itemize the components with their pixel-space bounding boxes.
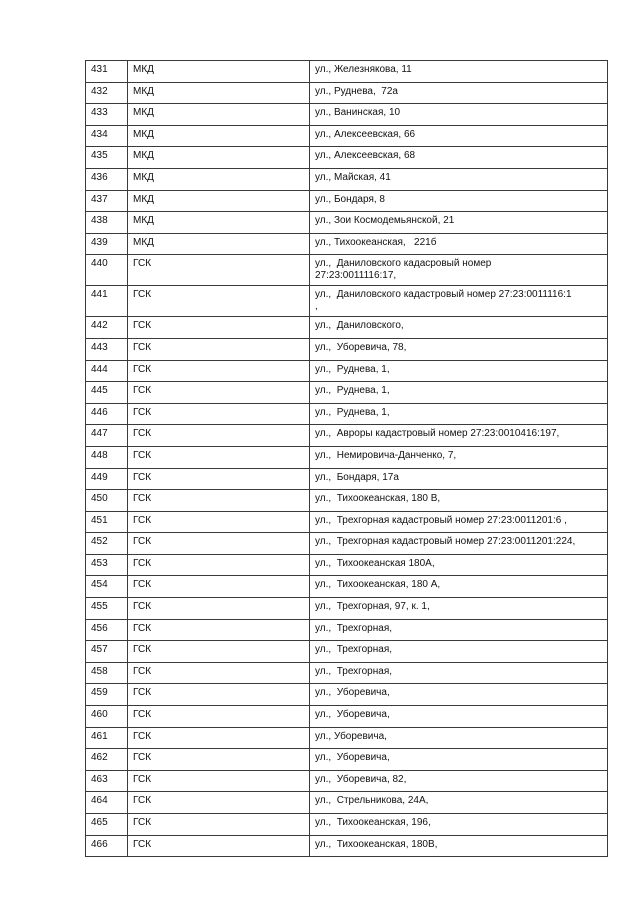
table-row <box>86 212 608 234</box>
address-cell: ул., Майская, 41 <box>310 168 608 190</box>
object-type-cell: ГСК <box>128 317 310 339</box>
object-type-cell: ГСК <box>128 598 310 620</box>
table-row <box>86 706 608 728</box>
object-type-cell: МКД <box>128 147 310 169</box>
object-type-cell: ГСК <box>128 619 310 641</box>
address-cell: ул., Тихоокеанская, 180 А, <box>310 576 608 598</box>
object-type-cell: ГСК <box>128 425 310 447</box>
table-row <box>86 554 608 576</box>
object-type-cell: ГСК <box>128 338 310 360</box>
table-row <box>86 382 608 404</box>
table-row <box>86 317 608 339</box>
object-type-cell: МКД <box>128 190 310 212</box>
object-type-cell: ГСК <box>128 576 310 598</box>
row-number-cell: 463 <box>86 770 128 792</box>
object-type-cell: ГСК <box>128 533 310 555</box>
table-row <box>86 425 608 447</box>
address-cell: ул., Руднева, 72а <box>310 82 608 104</box>
row-number-cell: 431 <box>86 61 128 83</box>
address-cell: ул., Руднева, 1, <box>310 360 608 382</box>
table-row <box>86 511 608 533</box>
object-type-cell: ГСК <box>128 835 310 857</box>
address-cell: ул., Руднева, 1, <box>310 403 608 425</box>
row-number-cell: 466 <box>86 835 128 857</box>
address-cell: ул., Авроры кадастровый номер 27:23:0010416:197, <box>310 425 608 447</box>
registry-table <box>85 60 608 857</box>
address-cell: ул., Трехгорная кадастровый номер 27:23:0011201:224, <box>310 533 608 555</box>
row-number-cell: 464 <box>86 792 128 814</box>
object-type-cell: ГСК <box>128 792 310 814</box>
address-cell: ул., Трехгорная, <box>310 641 608 663</box>
table-row <box>86 814 608 836</box>
object-type-cell: ГСК <box>128 446 310 468</box>
table-row <box>86 286 608 317</box>
table-row <box>86 770 608 792</box>
row-number-cell: 454 <box>86 576 128 598</box>
row-number-cell: 433 <box>86 104 128 126</box>
object-type-cell: ГСК <box>128 641 310 663</box>
object-type-cell: ГСК <box>128 286 310 317</box>
row-number-cell: 441 <box>86 286 128 317</box>
address-cell: ул., Уборевича, <box>310 706 608 728</box>
address-cell: ул., Даниловского кадасровый номер 27:23:0011116:17, <box>310 255 608 286</box>
row-number-cell: 444 <box>86 360 128 382</box>
row-number-cell: 451 <box>86 511 128 533</box>
object-type-cell: ГСК <box>128 749 310 771</box>
table-row <box>86 641 608 663</box>
row-number-cell: 462 <box>86 749 128 771</box>
object-type-cell: ГСК <box>128 770 310 792</box>
address-cell: ул., Тихоокеанская, 180 В, <box>310 490 608 512</box>
row-number-cell: 456 <box>86 619 128 641</box>
row-number-cell: 460 <box>86 706 128 728</box>
address-cell: ул., Трехгорная, <box>310 662 608 684</box>
address-cell: ул., Стрельникова, 24А, <box>310 792 608 814</box>
address-cell: ул., Уборевича, <box>310 749 608 771</box>
row-number-cell: 455 <box>86 598 128 620</box>
row-number-cell: 457 <box>86 641 128 663</box>
address-cell: ул., Бондаря, 8 <box>310 190 608 212</box>
address-cell: ул., Даниловского, <box>310 317 608 339</box>
object-type-cell: ГСК <box>128 814 310 836</box>
row-number-cell: 432 <box>86 82 128 104</box>
address-cell: ул., Железнякова, 11 <box>310 61 608 83</box>
table-row <box>86 490 608 512</box>
object-type-cell: ГСК <box>128 684 310 706</box>
table-row <box>86 576 608 598</box>
address-cell: ул., Тихоокеанская, 180В, <box>310 835 608 857</box>
row-number-cell: 447 <box>86 425 128 447</box>
table-row <box>86 749 608 771</box>
object-type-cell: ГСК <box>128 360 310 382</box>
table-row <box>86 147 608 169</box>
object-type-cell: ГСК <box>128 727 310 749</box>
object-type-cell: МКД <box>128 61 310 83</box>
address-cell: ул., Алексеевская, 68 <box>310 147 608 169</box>
table-row <box>86 403 608 425</box>
row-number-cell: 443 <box>86 338 128 360</box>
address-cell: ул., Бондаря, 17а <box>310 468 608 490</box>
object-type-cell: МКД <box>128 168 310 190</box>
address-cell: ул., Ванинская, 10 <box>310 104 608 126</box>
table-row <box>86 662 608 684</box>
row-number-cell: 450 <box>86 490 128 512</box>
address-cell: ул., Зои Космодемьянской, 21 <box>310 212 608 234</box>
object-type-cell: ГСК <box>128 511 310 533</box>
address-cell: ул., Тихоокеанская, 221б <box>310 233 608 255</box>
object-type-cell: ГСК <box>128 468 310 490</box>
address-cell: ул., Тихоокеанская 180А, <box>310 554 608 576</box>
row-number-cell: 449 <box>86 468 128 490</box>
row-number-cell: 439 <box>86 233 128 255</box>
row-number-cell: 434 <box>86 125 128 147</box>
table-row <box>86 684 608 706</box>
table-row <box>86 233 608 255</box>
address-cell: ул., Тихоокеанская, 196, <box>310 814 608 836</box>
row-number-cell: 436 <box>86 168 128 190</box>
object-type-cell: МКД <box>128 104 310 126</box>
object-type-cell: ГСК <box>128 382 310 404</box>
row-number-cell: 445 <box>86 382 128 404</box>
table-row <box>86 338 608 360</box>
row-number-cell: 446 <box>86 403 128 425</box>
table-row <box>86 792 608 814</box>
row-number-cell: 448 <box>86 446 128 468</box>
row-number-cell: 458 <box>86 662 128 684</box>
address-cell: ул., Уборевича, <box>310 727 608 749</box>
object-type-cell: МКД <box>128 125 310 147</box>
table-row <box>86 835 608 857</box>
row-number-cell: 453 <box>86 554 128 576</box>
object-type-cell: ГСК <box>128 554 310 576</box>
object-type-cell: МКД <box>128 233 310 255</box>
row-number-cell: 465 <box>86 814 128 836</box>
object-type-cell: ГСК <box>128 403 310 425</box>
address-cell: ул., Трехгорная кадастровый номер 27:23:0011201:6 , <box>310 511 608 533</box>
row-number-cell: 461 <box>86 727 128 749</box>
row-number-cell: 435 <box>86 147 128 169</box>
table-row <box>86 82 608 104</box>
address-cell: ул., Немировича-Данченко, 7, <box>310 446 608 468</box>
table-row <box>86 255 608 286</box>
address-cell: ул., Руднева, 1, <box>310 382 608 404</box>
row-number-cell: 459 <box>86 684 128 706</box>
table-row <box>86 446 608 468</box>
table-row <box>86 619 608 641</box>
table-row <box>86 190 608 212</box>
table-row <box>86 125 608 147</box>
row-number-cell: 440 <box>86 255 128 286</box>
object-type-cell: ГСК <box>128 662 310 684</box>
address-cell: ул., Уборевича, <box>310 684 608 706</box>
address-cell: ул., Трехгорная, 97, к. 1, <box>310 598 608 620</box>
table-row <box>86 598 608 620</box>
object-type-cell: ГСК <box>128 255 310 286</box>
address-cell: ул., Даниловского кадастровый номер 27:23:0011116:1 , <box>310 286 608 317</box>
row-number-cell: 437 <box>86 190 128 212</box>
object-type-cell: ГСК <box>128 706 310 728</box>
address-cell: ул., Алексеевская, 66 <box>310 125 608 147</box>
table-row <box>86 61 608 83</box>
row-number-cell: 438 <box>86 212 128 234</box>
object-type-cell: МКД <box>128 82 310 104</box>
table-row <box>86 727 608 749</box>
table-row <box>86 468 608 490</box>
address-cell: ул., Уборевича, 82, <box>310 770 608 792</box>
table-row <box>86 533 608 555</box>
row-number-cell: 452 <box>86 533 128 555</box>
address-cell: ул., Трехгорная, <box>310 619 608 641</box>
object-type-cell: МКД <box>128 212 310 234</box>
table-row <box>86 360 608 382</box>
registry-table-body <box>86 61 608 857</box>
address-cell: ул., Уборевича, 78, <box>310 338 608 360</box>
object-type-cell: ГСК <box>128 490 310 512</box>
table-row <box>86 104 608 126</box>
table-row <box>86 168 608 190</box>
row-number-cell: 442 <box>86 317 128 339</box>
